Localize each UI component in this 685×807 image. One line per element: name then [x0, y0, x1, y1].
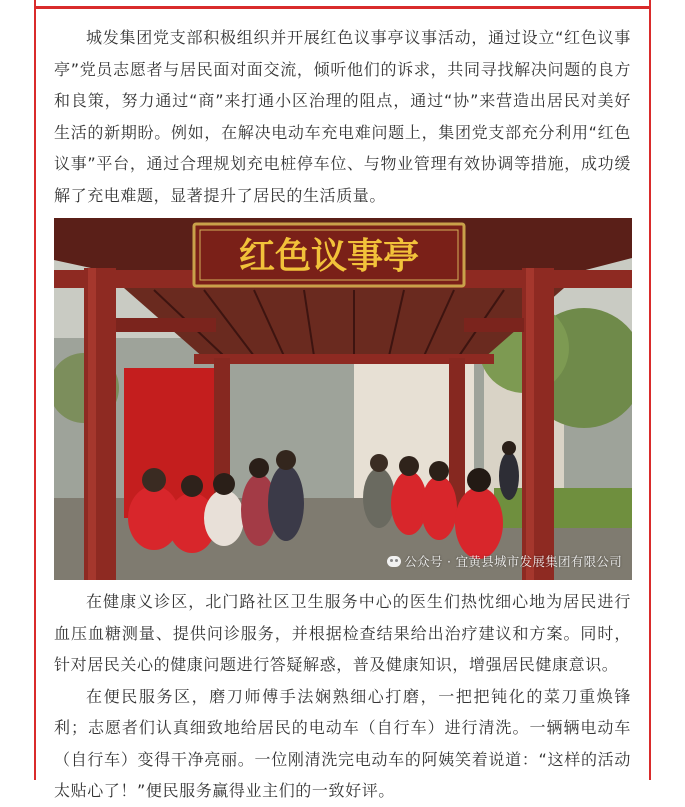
paragraph-health: 在健康义诊区，北门路社区卫生服务中心的医生们热忱细心地为居民进行血压血糖测量、提供问诊服务，并根据检查结果给出治疗建议和方案。同时，针对居民关心的健康问题进行答疑解惑，普及健康知识，增强居民健康意识。: [54, 592, 631, 674]
pavilion-photo-illustration: [54, 218, 632, 580]
article-body: [54, 22, 631, 807]
photo-watermark: 公众号 · 宜黄县城市发展集团有限公司: [387, 552, 622, 570]
wechat-icon: [387, 556, 401, 567]
article-photo: [54, 218, 632, 580]
paragraph-service: 在便民服务区，磨刀师傅手法娴熟细心打磨，一把把钝化的菜刀重焕锋利；志愿者们认真细致地给居民的电动车（自行车）进行清洗。一辆辆电动车（自行车）变得干净亮丽。一位刚清洗完电动车的阿姨笑着说道：“这样的活动太贴心了！”便民服务赢得业主们的一致好评。: [54, 686, 631, 800]
sign-board-text: 红色议事亭: [238, 235, 420, 277]
frame-top-rule: [34, 6, 651, 9]
paragraph-intro: 城发集团党支部积极组织并开展红色议事亭议事活动，通过设立“红色议事亭”党员志愿者与居民面对面交流，倾听他们的诉求，共同寻找解决问题的良方和良策，努力通过“商”来打通小区治理的阻点，通过“协”来营造出居民对美好生活的新期盼。例如，在解决电动车充电难问题上，集团党支部充分利用“红色议事”平台，通过合理规划充电桩停车位、与物业管理有效协调等措施，成功缓解了充电难题，显著提升了居民的生活质量。: [54, 28, 631, 205]
